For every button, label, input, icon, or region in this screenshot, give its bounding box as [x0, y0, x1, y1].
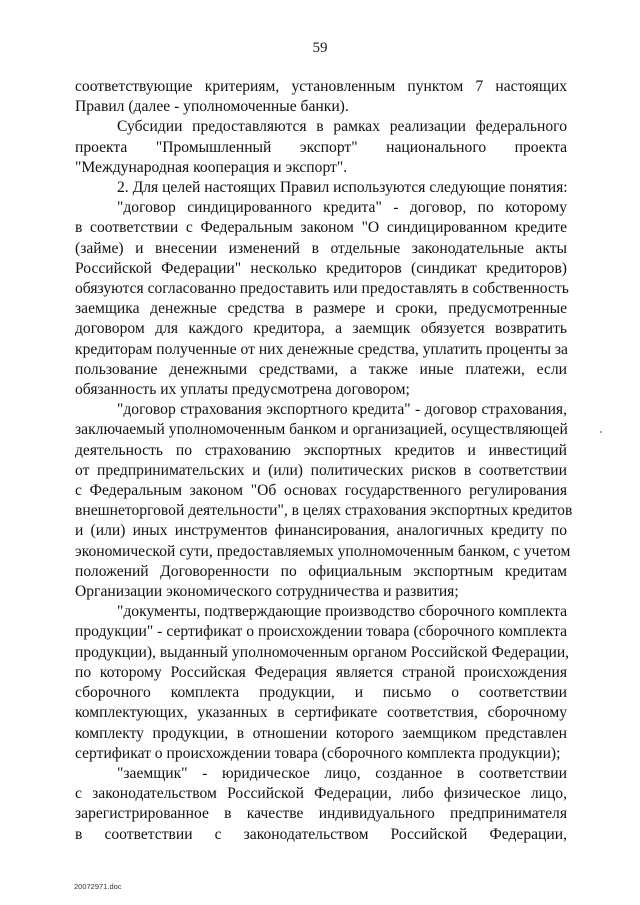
text-line: Организации экономического сотрудничества и развития;	[75, 583, 459, 601]
text-line: зарегистрированное в качестве индивидуального предпринимателя	[75, 805, 567, 823]
text-line: обязанность их уплаты предусмотрена договором;	[75, 381, 410, 399]
paragraph	[75, 602, 570, 764]
paragraph	[75, 178, 567, 198]
text-line: пользование денежными средствами, а также иные платежи, если	[75, 360, 567, 378]
text-line: "заемщик" - юридическое лицо, созданное в соответствии	[117, 764, 567, 782]
text-line: и (или) иных инструментов финансирования, аналогичных кредиту по	[75, 522, 567, 540]
paragraph	[75, 117, 567, 178]
document-body	[75, 77, 573, 845]
text-line: кредиторам полученные от них денежные средства, уплатить проценты за	[75, 340, 568, 358]
text-line: заключаемый уполномоченным банком и организацией, осуществляющей	[75, 421, 568, 439]
text-line: комплектующих, указанных в сертификате соответствия, сборочному	[75, 704, 567, 722]
text-line: по которому Российская Федерация является страной происхождения	[75, 663, 567, 681]
text-line: сборочного комплекта продукции, и письмо о соответствии	[75, 684, 567, 702]
text-line: Субсидии предоставляются в рамках реализации федерального	[117, 118, 567, 136]
paragraph	[75, 400, 573, 602]
text-line: 2. Для целей настоящих Правил используются следующие понятия:	[117, 179, 568, 197]
paragraph	[75, 198, 567, 400]
text-line: в соответствии с законодательством Российской Федерации,	[75, 825, 567, 843]
text-line: продукции" - сертификат о происхождении товара (сборочного комплекта	[75, 623, 567, 641]
text-line: проекта "Промышленный экспорт" национального проекта	[75, 138, 567, 156]
text-line: договором для каждого кредитора, а заемщик обязуется возвратить	[75, 320, 567, 338]
text-line: продукции), выданный уполномоченным органом Российской Федерации,	[75, 643, 570, 661]
page-number: 59	[312, 40, 328, 56]
text-line: с законодательством Российской Федерации, либо физическое лицо,	[75, 785, 567, 803]
scan-speck	[600, 431, 602, 433]
text-line: заемщика денежные средства в размере и сроки, предусмотренные	[75, 300, 567, 318]
text-line: сертификат о происхождении товара (сборочного комплекта продукции);	[75, 744, 561, 762]
paragraph	[75, 764, 567, 845]
paragraph	[75, 77, 567, 117]
text-line: "договор страхования экспортного кредита" - договор страхования,	[117, 401, 567, 419]
text-line: соответствующие критериям, установленным пунктом 7 настоящих	[75, 78, 567, 95]
text-line: в соответствии с Федеральным законом "О синдицированном кредите	[75, 219, 567, 237]
text-line: экономической сути, предоставляемых уполномоченным банком, с учетом	[75, 542, 571, 560]
text-line: от предпринимательских и (или) политических рисков в соответствии	[75, 461, 567, 479]
text-line: "документы, подтверждающие производство сборочного комплекта	[117, 603, 568, 621]
text-line: деятельность по страхованию экспортных кредитов и инвестиций	[75, 441, 567, 459]
file-name-footer: 20072971.doc	[74, 882, 122, 891]
text-line: Правил (далее - уполномоченные банки).	[75, 98, 349, 116]
text-line: обязуются согласованно предоставить или предоставлять в собственность	[75, 280, 569, 298]
text-line: внешнеторговой деятельности", в целях страхования экспортных кредитов	[75, 502, 573, 520]
text-line: комплекту продукции, в отношении которого заемщиком представлен	[75, 724, 567, 742]
text-line: "договор синдицированного кредита" - договор, по которому	[117, 199, 567, 217]
text-line: (займе) и внесении изменений в отдельные законодательные акты	[75, 239, 567, 257]
text-line: с Федеральным законом "Об основах государственного регулирования	[75, 482, 567, 500]
text-line: "Международная кооперация и экспорт".	[75, 158, 348, 176]
text-line: положений Договоренности по официальным экспортным кредитам	[75, 562, 567, 580]
text-line: Российской Федерации" несколько кредиторов (синдикат кредиторов)	[75, 259, 567, 277]
